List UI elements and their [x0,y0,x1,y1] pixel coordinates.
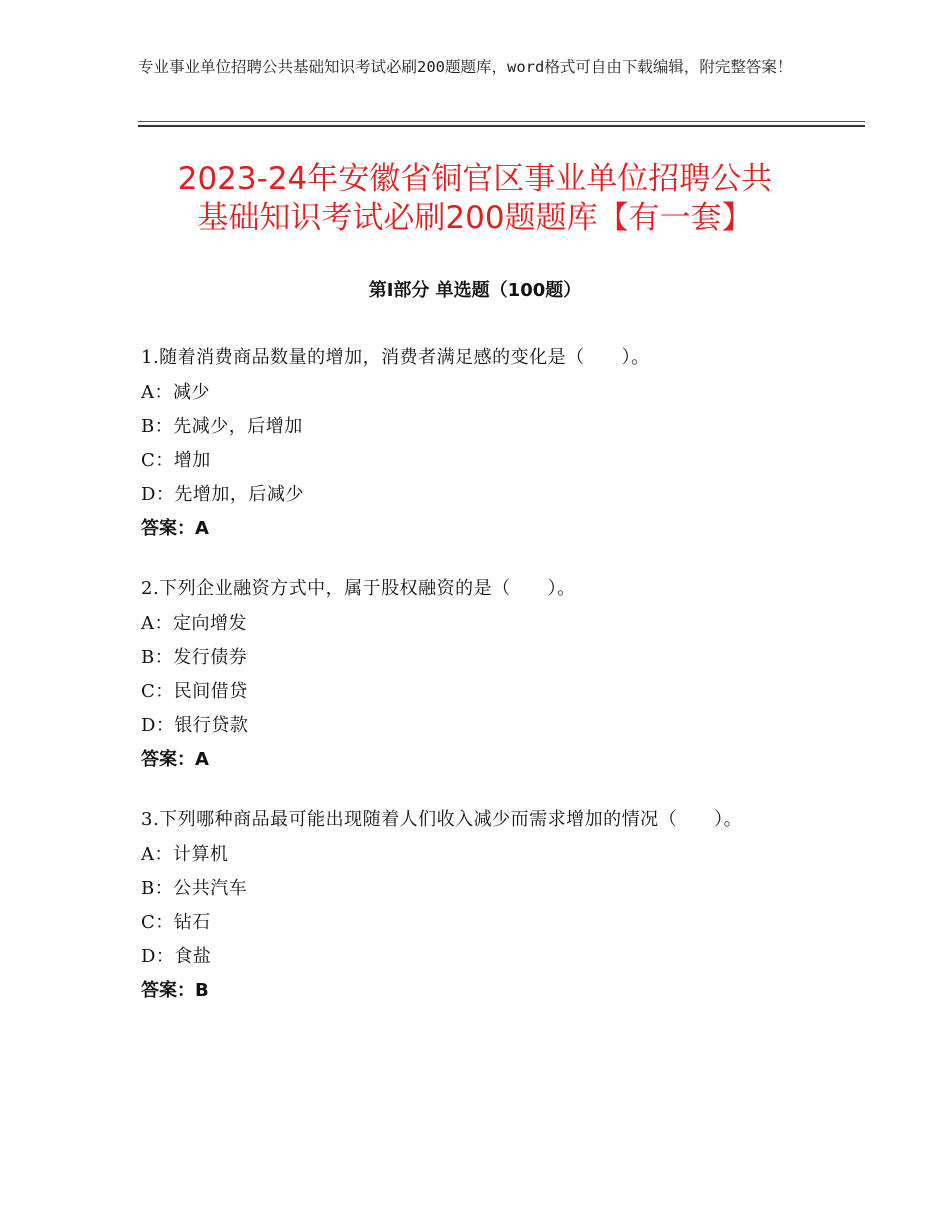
option-d: D：食盐 [141,946,212,967]
option-c: C：民间借贷 [141,681,248,702]
option-a: A：定向增发 [141,613,247,634]
option-a: A：减少 [141,382,210,403]
question-text: 3.下列哪种商品最可能出现随着人们收入减少而需求增加的情况（ ）。 [141,809,743,830]
document-title-line-2: 基础知识考试必刷200题题库【有一套】 [197,200,753,236]
question-1 [141,343,791,546]
question-3 [141,805,791,1008]
document-title [100,160,850,238]
option-b: B：发行债券 [141,647,248,668]
option-c: C：钻石 [141,912,211,933]
option-c: C：增加 [141,450,211,471]
question-text: 2.下列企业融资方式中，属于股权融资的是（ ）。 [141,578,576,599]
option-b: B：先减少，后增加 [141,416,303,437]
answer: 答案：A [141,518,209,539]
option-d: D：银行贷款 [141,715,249,736]
header-divider-thick [138,125,865,127]
question-list [141,343,791,1036]
answer: 答案：A [141,749,209,770]
document-title-line-1: 2023-24年安徽省铜官区事业单位招聘公共 [177,161,773,197]
option-a: A：计算机 [141,844,229,865]
option-b: B：公共汽车 [141,878,248,899]
header-note: 专业事业单位招聘公共基础知识考试必刷200题题库，word格式可自由下载编辑，附完整答案！ [138,58,793,76]
question-text: 1.随着消费商品数量的增加，消费者满足感的变化是（ ）。 [141,347,650,368]
option-d: D：先增加，后减少 [141,484,304,505]
question-2 [141,574,791,777]
header-divider-thin [138,121,865,122]
section-title: 第Ⅰ部分 单选题（100题） [368,280,582,301]
answer: 答案：B [141,980,209,1001]
